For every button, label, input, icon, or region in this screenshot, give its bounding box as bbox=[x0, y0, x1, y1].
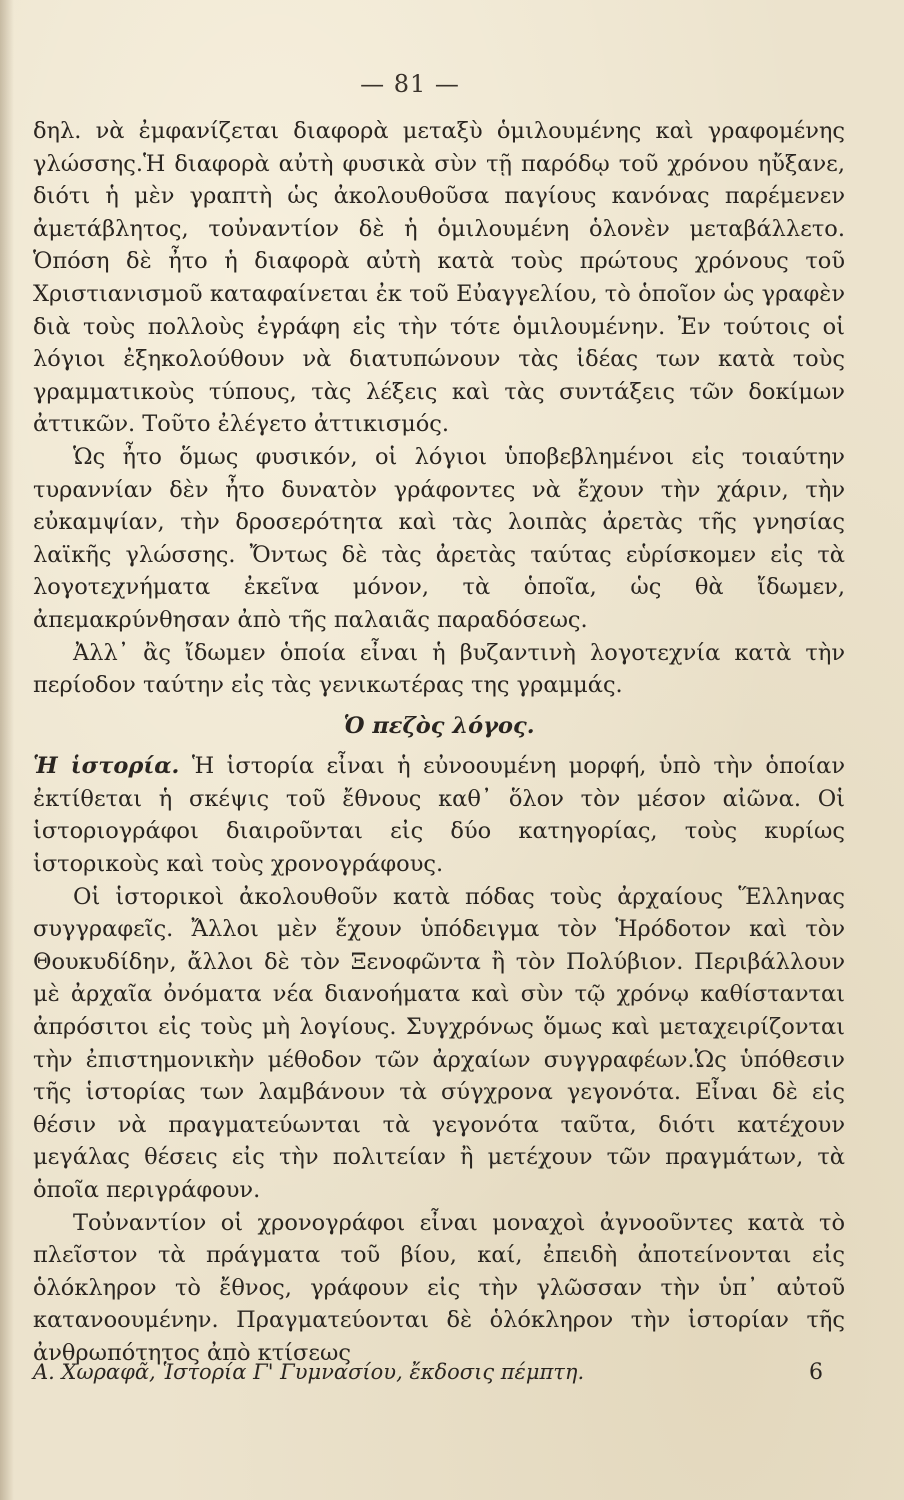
paragraph: δηλ. νὰ ἐμφανίζεται διαφορὰ μεταξὺ ὁμιλουμένης καὶ γραφομένης γλώσσης.Ἡ διαφορὰ αὐτὴ φυσικὰ σὺν τῇ παρόδῳ τοῦ χρόνου ηὔξανε, διότι ἡ μὲν γραπτὴ ὡς ἀκολουθοῦσα παγίους κανόνας παρέμενεν ἀμετάβλητος, τοὐναντίον δὲ ἡ ὁμιλουμένη ὁλονὲν μεταβάλλετο. Ὁπόση δὲ ἦτο ἡ διαφορὰ αὐτὴ κατὰ τοὺς πρώτους χρόνους τοῦ Χριστιανισμοῦ καταφαίνεται ἐκ τοῦ Εὐαγγελίου, τὸ ὁποῖον ὡς γραφὲν διὰ τοὺς πολλοὺς ἐγράφη εἰς τὴν τότε ὁμιλουμένην. Ἐν τούτοις οἱ λόγιοι ἐξηκολούθουν νὰ διατυπώνουν τὰς ἰδέας των κατὰ τοὺς γραμματικοὺς τύπους, τὰς λέξεις καὶ τὰς συντάξεις τῶν δοκίμων ἀττικῶν. Τοῦτο ἐλέγετο ἀττικισμός. bbox=[33, 118, 845, 438]
spine-shadow bbox=[0, 0, 14, 1500]
paragraph: Οἱ ἱστορικοὶ ἀκολουθοῦν κατὰ πόδας τοὺς ἀρχαίους Ἕλληνας συγγραφεῖς. Ἄλλοι μὲν ἔχουν ὑπόδειγμα τὸν Ἡρόδοτον καὶ τὸν Θουκυδίδην, ἄλλοι δὲ τὸν Ξενοφῶντα ἢ τὸν Πολύβιον. Περιβάλλουν μὲ ἀρχαῖα ὀνόματα νέα διανοήματα καὶ σὺν τῷ χρόνῳ καθίστανται ἀπρόσιτοι εἰς τοὺς μὴ λογίους. Συγχρόνως ὅμως καὶ μεταχειρίζονται τὴν ἐπιστημονικὴν μέθοδον τῶν ἀρχαίων συγγραφέων.Ὡς ὑπόθεσιν τῆς ἱστορίας των λαμβάνουν τὰ σύγχρονα γεγονότα. Εἶναι δὲ εἰς θέσιν νὰ πραγματεύωνται τὰ γεγονότα ταῦτα, διότι κατέχουν μεγάλας θέσεις εἰς τὴν πολιτείαν ἢ μετέχουν τῶν πραγμάτων, τὰ ὁποῖα περιγράφουν. bbox=[33, 883, 845, 1203]
paragraph: Ἀλλ᾿ ἂς ἴδωμεν ὁποία εἶναι ἡ βυζαντινὴ λογοτεχνία κατὰ τὴν περίοδον ταύτην εἰς τὰς γενικωτέρας της γραμμάς. bbox=[33, 639, 845, 699]
body-text bbox=[33, 115, 845, 1370]
signature-mark: 6 bbox=[809, 1360, 823, 1385]
section-heading bbox=[33, 710, 845, 743]
page-number: — 81 — bbox=[360, 70, 460, 98]
run-in-heading: Ἡ ἱστορία. bbox=[33, 753, 180, 780]
section-paragraph bbox=[33, 750, 845, 880]
paragraph: Τοὐναντίον οἱ χρονογράφοι εἶναι μοναχοὶ ἀγνοοῦντες κατὰ τὸ πλεῖστον τὰ πράγματα τοῦ βίου, καί, ἐπειδὴ ἀποτείνονται εἰς ὁλόκληρον τὸ ἔθνος, γράφουν εἰς τὴν γλῶσσαν τὴν ὑπ᾿ αὐτοῦ κατανοουμένην. Πραγματεύονται δὲ ὁλόκληρον τὴν ἱστορίαν τῆς ἀνθρωπότητος ἀπὸ κτίσεως bbox=[33, 1209, 845, 1366]
footer bbox=[33, 1360, 823, 1384]
paragraph: Ὡς ἦτο ὅμως φυσικόν, οἱ λόγιοι ὑποβεβλημένοι εἰς τοιαύτην τυραννίαν δὲν ἦτο δυνατὸν γράφοντες νὰ ἔχουν τὴν χάριν, τὴν εὐκαμψίαν, τὴν δροσερότητα καὶ τὰς λοιπὰς ἀρετὰς τῆς γνησίας λαϊκῆς γλώσσης. Ὄντως δὲ τὰς ἀρετὰς ταύτας εὑρίσκομεν εἰς τὰ λογοτεχνήματα ἐκεῖνα μόνον, τὰ ὁποῖα, ὡς θὰ ἴδωμεν, ἀπεμακρύνθησαν ἀπὸ τῆς παλαιᾶς παραδόσεως. bbox=[33, 443, 845, 633]
footer-citation: Α. Χωραφᾶ, Ἱστορία Γ' Γυμνασίου, ἔκδοσις πέμπτη. bbox=[33, 1360, 585, 1384]
section-heading-text: Ὁ πεζὸς λόγος. bbox=[343, 712, 535, 739]
section-paragraph-text: Ἡ ἱστορία εἶναι ἡ εὐνοουμένη μορφή, ὑπὸ τὴν ὁποίαν ἐκτίθεται ἡ σκέψις τοῦ ἔθνους καθ᾿ ὅλον τὸν μέσον αἰῶνα. Οἱ ἱστοριογράφοι διαιροῦνται εἰς δύο κατηγορίας, τοὺς κυρίως ἱστορικοὺς καὶ τοὺς χρονογράφους. bbox=[33, 753, 845, 878]
